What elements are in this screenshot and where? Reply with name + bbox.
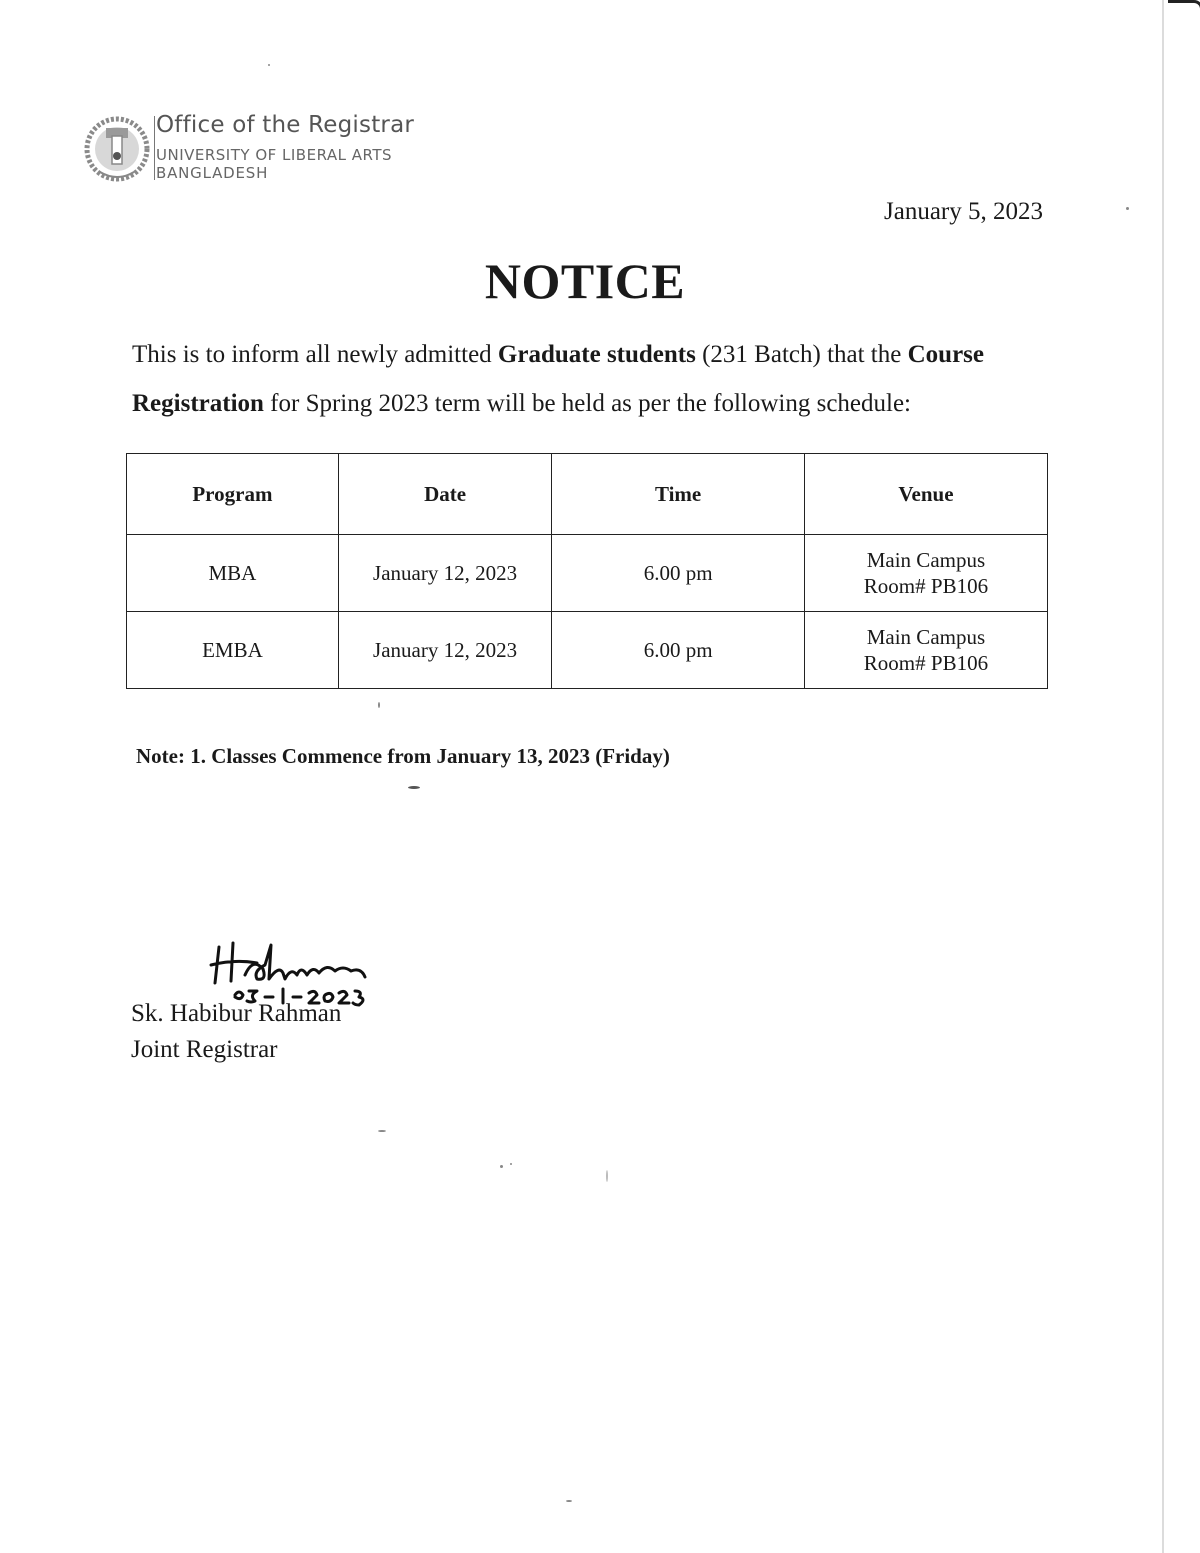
table-row — [127, 535, 1048, 612]
cell-program: MBA — [127, 535, 339, 612]
body-text-1: This is to inform all newly admitted — [132, 341, 498, 368]
scan-speck — [1126, 207, 1129, 210]
schedule-table — [126, 453, 1048, 689]
cell-time: 6.00 pm — [552, 535, 805, 612]
scan-speck — [510, 1163, 512, 1165]
university-name: UNIVERSITY OF LIBERAL ARTS — [156, 146, 393, 164]
scan-speck — [566, 1500, 572, 1502]
scan-edge — [1162, 0, 1164, 1553]
letterhead-divider — [154, 116, 155, 180]
cell-venue — [804, 612, 1047, 689]
university-logo-icon — [84, 114, 150, 184]
body-text-2: (231 Batch) that the — [695, 341, 908, 368]
table-header-row — [127, 454, 1048, 535]
header-venue: Venue — [804, 454, 1047, 535]
venue-room: Room# PB106 — [863, 574, 989, 598]
office-name: Office of the Registrar — [156, 112, 415, 138]
scan-speck — [268, 64, 270, 66]
scan-speck — [606, 1170, 608, 1182]
cell-time: 6.00 pm — [552, 612, 805, 689]
letterhead — [84, 112, 444, 186]
scan-speck — [408, 786, 420, 789]
cell-venue — [804, 535, 1047, 612]
country-name: BANGLADESH — [156, 164, 269, 182]
scan-speck — [500, 1165, 503, 1168]
body-bold-course-registration: Course Registration — [132, 341, 984, 417]
note-text: Note: 1. Classes Commence from January 13, 2023 (Friday) — [136, 744, 670, 768]
venue-room: Room# PB106 — [863, 651, 989, 675]
header-program: Program — [127, 454, 339, 535]
header-date: Date — [338, 454, 552, 535]
signatory-name: Sk. Habibur Rahman — [131, 1000, 342, 1027]
venue-campus: Main Campus — [866, 548, 986, 572]
notice-date: January 5, 2023 — [884, 198, 1043, 225]
body-text-3: for Spring 2023 term will be held as per the following schedule: — [263, 390, 912, 417]
notice-body — [132, 330, 1052, 428]
body-bold-graduate: Graduate students — [497, 341, 696, 368]
scan-speck — [378, 702, 380, 708]
scan-corner-mark — [1168, 0, 1200, 9]
cell-date: January 12, 2023 — [338, 612, 552, 689]
scan-speck — [378, 1130, 386, 1132]
header-time: Time — [552, 454, 805, 535]
notice-title: NOTICE — [484, 253, 686, 309]
cell-program: EMBA — [127, 612, 339, 689]
venue-campus: Main Campus — [866, 625, 986, 649]
cell-date: January 12, 2023 — [338, 535, 552, 612]
signatory-title: Joint Registrar — [131, 1036, 278, 1063]
table-row — [127, 612, 1048, 689]
